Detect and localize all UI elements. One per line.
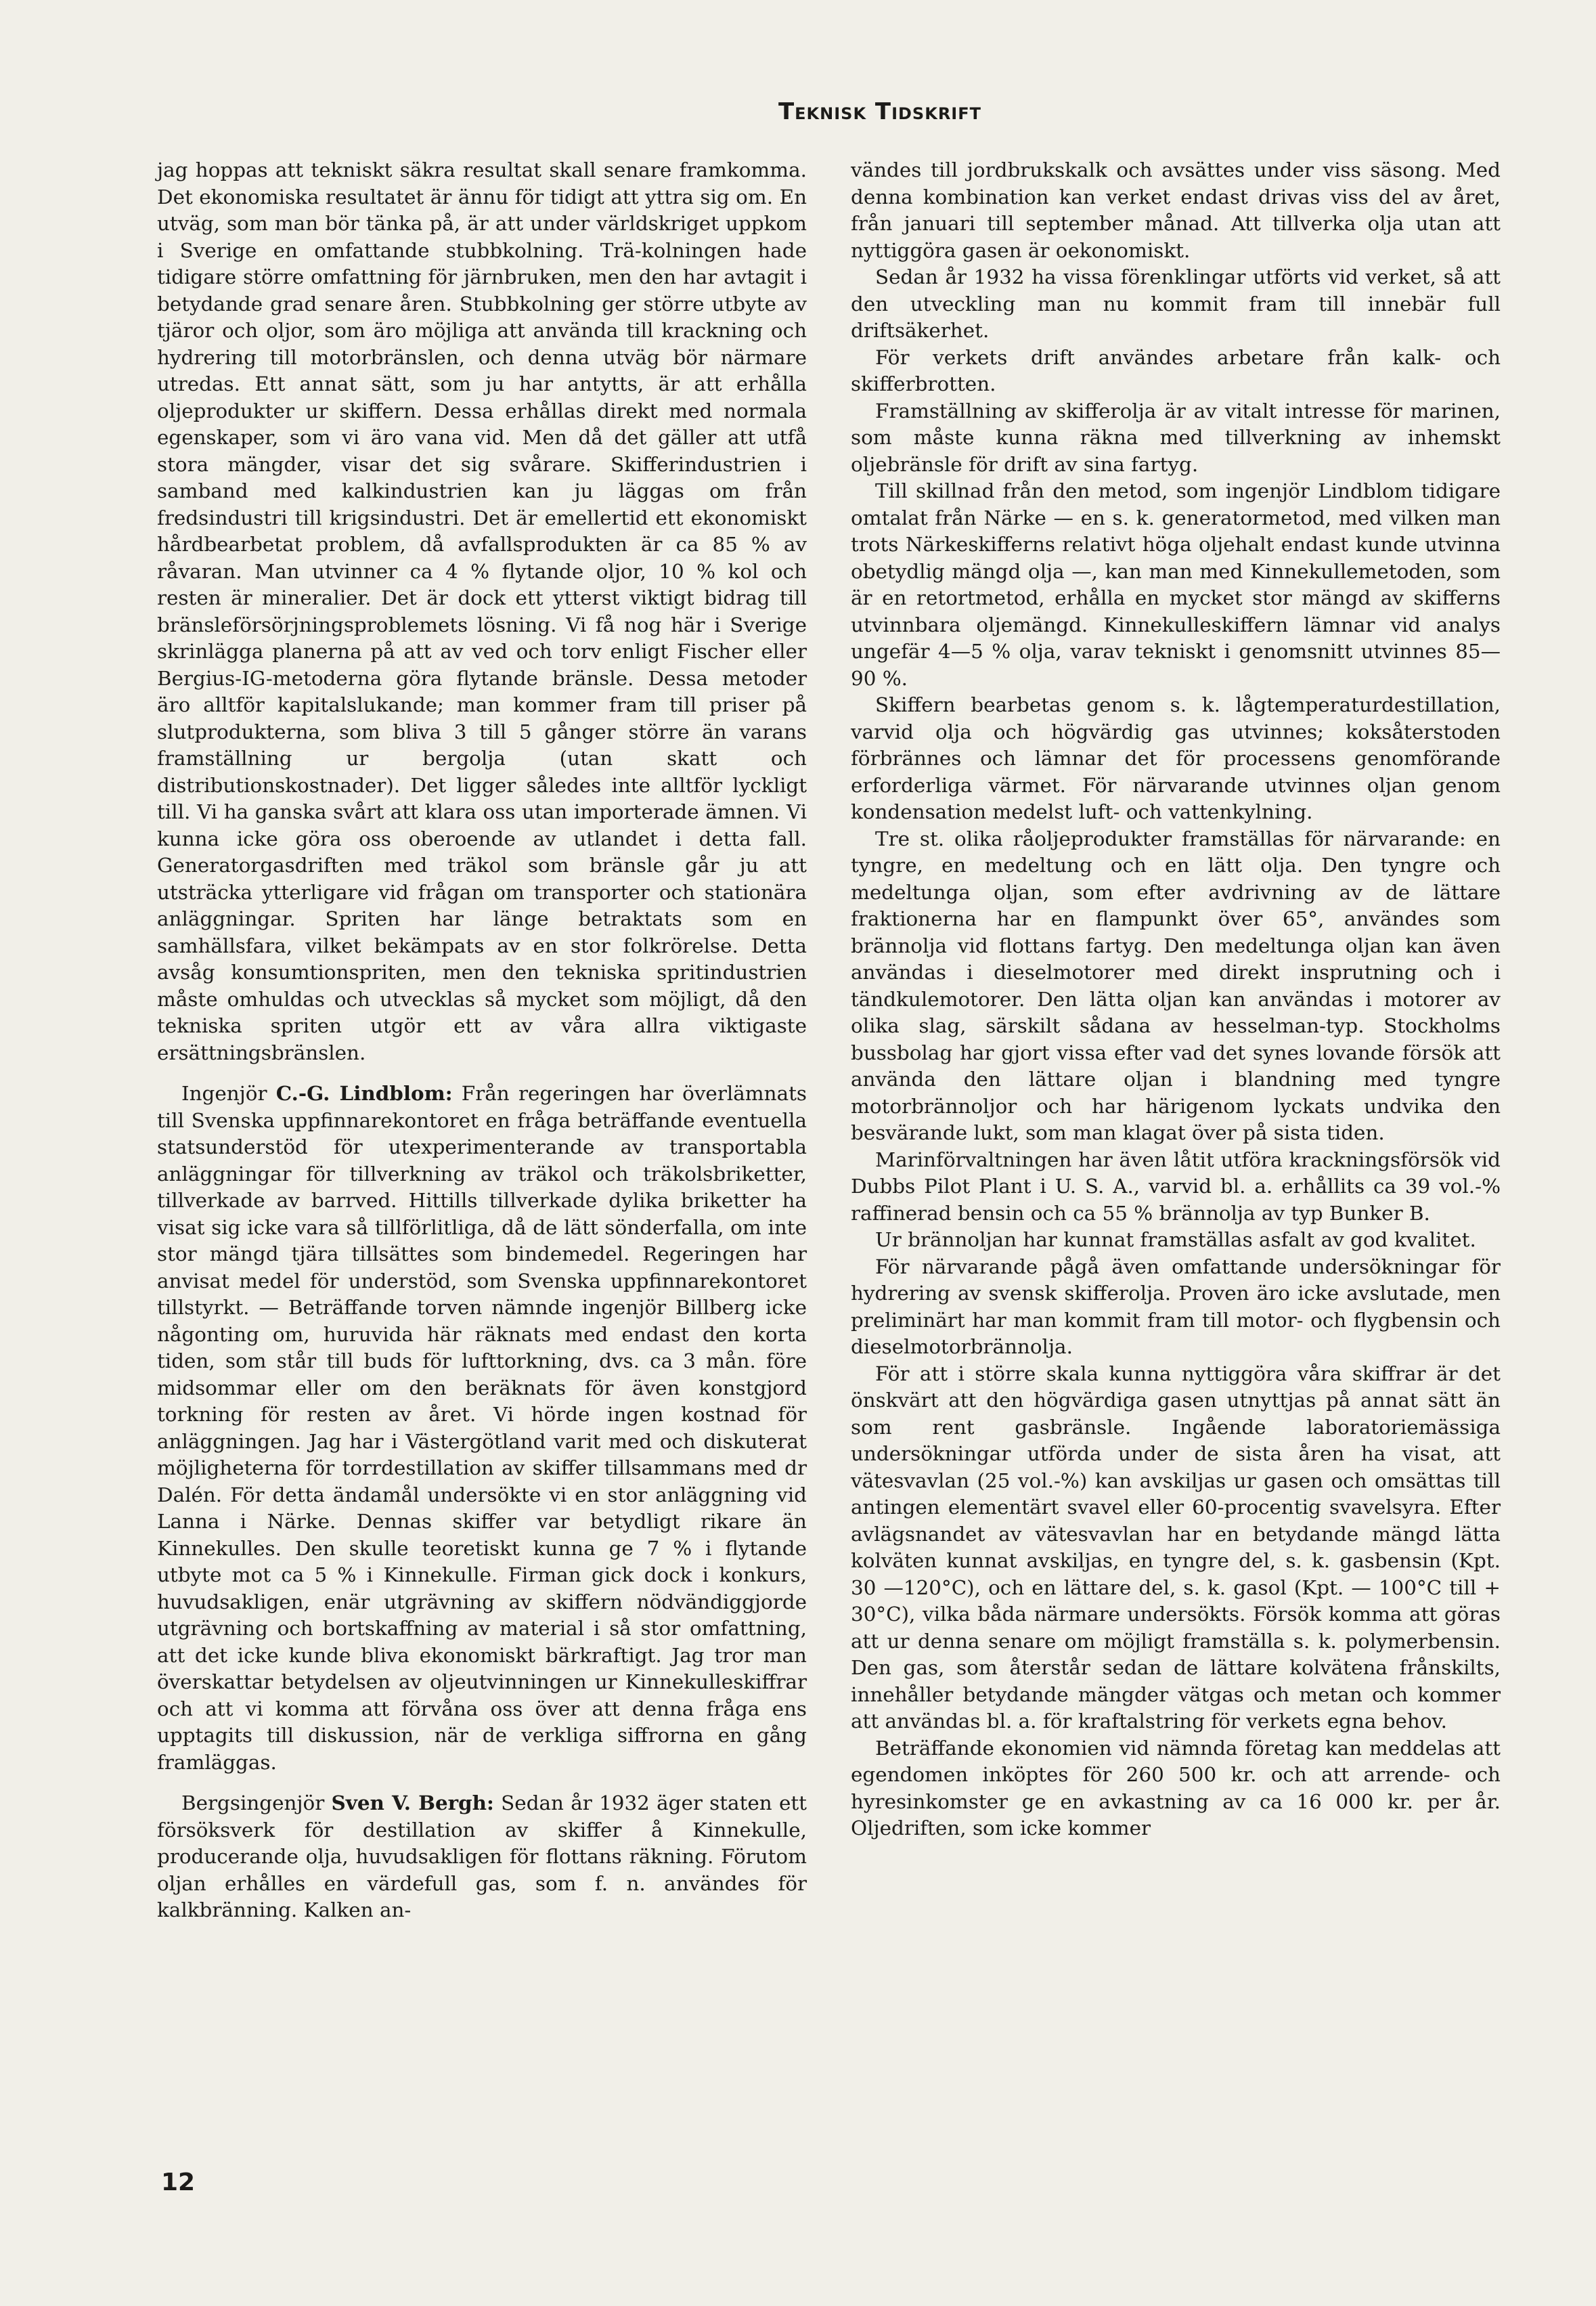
- paragraph: Framställning av skifferolja är av vitalt intresse för marinen, som måste kunna räkna med tillverkning av inhemskt oljebränsle för drift av sina fartyg.: [851, 399, 1501, 476]
- paragraph: Ur brännoljan har kunnat framställas asfalt av god kvalitet.: [875, 1228, 1476, 1251]
- paragraph: För att i större skala kunna nyttiggöra våra skiffrar är det önskvärt att den högvärdiga gasen utnyttjas på annat sätt än som rent gasbränsle. Ingående laboratoriemässiga undersökningar utförda under de sista åren ha visat, att vätesvavlan (25 vol.-%) kan avskiljas ur gasen och omsättas till antingen elementärt svavel eller 60-procentig svavelsyra. Efter avlägsnandet av vätesvavlan har en betydande mängd lätta kolväten kunnat avskiljas, en tyngre del, s. k. gasbensin (Kpt. 30 —120°C), och en lättare del, s. k. gasol (Kpt. — 100°C till + 30°C), vilka båda närmare undersökts. Försök komma att göras att ur denna senare om möjligt framställa s. k. polymerbensin. Den gas, som återstår sedan de lättare kolvätena frånskilts, innehåller betydande mängder vätgas och metan och kommer att användas bl. a. för kraftalstring för verkets egna behov.: [851, 1362, 1501, 1733]
- masthead: Teknisk Tidskrift: [778, 98, 981, 125]
- right-column: [851, 157, 1501, 1842]
- speaker-title: Bergsingenjör: [181, 1791, 332, 1814]
- speaker-name: Sven V. Bergh:: [331, 1791, 494, 1814]
- paragraph: Till skillnad från den metod, som ingenjör Lindblom tidigare omtalat från Närke — en s. k. generatormetod, med vilken man trots Närkeskifferns relativt höga oljehalt endast kunde utvinna obetydlig mängd olja —, kan man med Kinnekullemetoden, som är en retortmetod, erhålla en mycket stor mängd av skifferns utvinnbara oljemängd. Kinnekulleskiffern lämnar vid analys ungefär 4—5 % olja, varav tekniskt i genomsnitt utvinnes 85—90 %.: [851, 479, 1501, 690]
- paragraph: Tre st. olika råoljeprodukter framställas för närvarande: en tyngre, en medeltung och en lätt olja. Den tyngre och medeltunga oljan, som efter avdrivning av de lättare fraktionerna har en flampunkt över 65°, användes som brännolja vid flottans fartyg. Den medeltunga oljan kan även användas i dieselmotorer med direkt insprutning och i tändkulemotorer. Den lätta oljan kan användas i motorer av olika slag, särskilt sådana av hesselman-typ. Stockholms bussbolag har gjort vissa efter vad det synes lovande försök att använda den lättare oljan i blandning med tyngre motorbrännoljor och har härigenom lyckats undvika den besvärande lukt, som man klagat över på sista tiden.: [851, 827, 1501, 1144]
- page-number: 12: [161, 2169, 196, 2196]
- paragraph-text: Sedan år 1932 äger staten ett försöksverk för destillation av skiffer å Kinnekulle, producerande olja, huvudsakligen för flottans räkning. Förutom oljan erhålles en värdefull gas, som f. n. användes för kalkbränning. Kalken an-: [157, 1791, 807, 1921]
- speaker-name: C.-G. Lindblom:: [275, 1081, 453, 1105]
- paragraph: För närvarande pågå även omfattande undersökningar för hydrering av svensk skifferolja. Proven äro icke avslutade, men preliminärt har man kommit fram till motor- och flygbensin och dieselmotorbrännolja.: [851, 1255, 1501, 1358]
- speaker-title: Ingenjör: [181, 1082, 276, 1105]
- paragraph: vändes till jordbrukskalk och avsättes under viss säsong. Med denna kombination kan verket endast drivas viss del av året, från januari till september månad. Att tillverka olja utan att nyttiggöra gasen är oekonomiskt.: [851, 158, 1501, 262]
- paragraph: [157, 1789, 807, 1924]
- paragraph: [157, 1080, 807, 1776]
- paragraph-text: Från regeringen har överlämnats till Svenska uppfinnarekontoret en fråga beträffande eventuella statsunderstöd för utexperimenterande av transportabla anläggningar för tillverkning av träkol och träkolsbriketter, tillverkade av barrved. Hittills tillverkade dylika briketter ha visat sig icke vara så tillförlitliga, då de lätt sönderfalla, om inte stor mängd tjära tillsättes som bindemedel. Regeringen har anvisat medel för understöd, som Svenska uppfinnarekontoret tillstyrkt. — Beträffande torven nämnde ingenjör Billberg icke någonting om, huruvida här räknats med endast den korta tiden, som står till buds för lufttorkning, dvs. ca 3 mån. före midsommar eller om den beräknats för även konstgjord torkning för resten av året. Vi hörde ingen kostnad för anläggningen. Jag har i Västergötland varit med och diskuterat möjligheterna för torrdestillation av skiffer tillsammans med dr Dalén. För detta ändamål undersökte vi en stor anläggning vid Lanna i Närke. Dennas skiffer var betydligt rikare än Kinnekulles. Den skulle teoretiskt kunna ge 7 % i flytande utbyte mot ca 5 % i Kinnekulle. Firman gick dock i konkurs, huvudsakligen, enär utgrävning av skiffern nödvändiggjorde utgrävning och bortskaffning av material i så stor omfattning, att det icke kunde bliva ekonomiskt bärkraftigt. Jag tror man överskattar betydelsen av oljeutvinningen ur Kinnekulleskiffrar och att vi komma att förvåna oss över att denna fråga ens upptagits till diskussion, när de verkliga siffrorna en gång framläggas.: [157, 1082, 807, 1774]
- paragraph: Sedan år 1932 ha vissa förenklingar utförts vid verket, så att den utveckling man nu kommit fram till innebär full driftsäkerhet.: [851, 265, 1501, 342]
- paragraph: Skiffern bearbetas genom s. k. lågtemperaturdestillation, varvid olja och högvärdig gas utvinnes; koksåterstoden förbrännes och lämnar det för processens genomförande erforderliga värmet. För närvarande utvinnes oljan genom kondensation medelst luft- och vattenkylning.: [851, 693, 1501, 823]
- paragraph: jag hoppas att tekniskt säkra resultat skall senare framkomma. Det ekonomiska resultatet är ännu för tidigt att yttra sig om. En utväg, som man bör tänka på, är att under världskriget uppkom i Sverige en omfattande stubbkolning. Trä-kolningen hade tidigare större omfattning för järnbruken, men den har avtagit i betydande grad senare åren. Stubbkolning ger större utbyte av tjäror och oljor, som äro möjliga att använda till krackning och hydrering till motorbränslen, och denna utväg bör närmare utredas. Ett annat sätt, som ju har antytts, är att erhålla oljeprodukter ur skiffern. Dessa erhållas direkt med normala egenskaper, som vi äro vana vid. Men då det gäller att utfå stora mängder, visar det sig svårare. Skifferindustrien i samband med kalkindustrien kan ju läggas om från fredsindustri till krigsindustri. Det är emellertid ett ekonomiskt hårdbearbetat problem, då avfallsprodukten är ca 85 % av råvaran. Man utvinner ca 4 % flytande oljor, 10 % kol och resten är mineralier. Det är dock ett ytterst viktigt bidrag till bränsleförsörjningsproblemets lösning. Vi få nog här i Sverige skrinlägga planerna på att av ved och torv enligt Fischer eller Bergius-IG-metoderna göra flytande bränsle. Dessa metoder äro alltför kapitalslukande; man kommer fram till priser på slutprodukterna, som bliva 3 till 5 gånger större än varans framställning ur bergolja (utan skatt och distributionskostnader). Det ligger således inte alltför lyckligt till. Vi ha ganska svårt att klara oss utan importerade ämnen. Vi kunna icke göra oss oberoende av utlandet i detta fall. Generatorgasdriften med träkol som bränsle går ju att utsträcka ytterligare vid frågan om transporter och stationära anläggningar. Spriten har länge betraktats som en samhällsfara, vilket bekämpats av en stor folkrörelse. Detta avsåg konsumtionspriten, men den tekniska spritindustrien måste omhuldas och utvecklas så mycket som möjligt, då den tekniska spriten utgör ett av våra allra viktigaste ersättningsbränslen.: [157, 158, 807, 1064]
- left-column: [157, 157, 807, 1924]
- paragraph: Marinförvaltningen har även låtit utföra krackningsförsök vid Dubbs Pilot Plant i U. S. A., varvid bl. a. erhållits ca 39 vol.-% raffinerad bensin och ca 55 % brännolja av typ Bunker B.: [851, 1148, 1501, 1225]
- paragraph: För verkets drift användes arbetare från kalk- och skifferbrotten.: [851, 345, 1501, 395]
- paragraph: Beträffande ekonomien vid nämnda företag kan meddelas att egendomen inköptes för 260 500 kr. och att arrende- och hyresinkomster ge en avkastning av ca 16 000 kr. per år. Oljedriften, som icke kommer: [851, 1736, 1501, 1840]
